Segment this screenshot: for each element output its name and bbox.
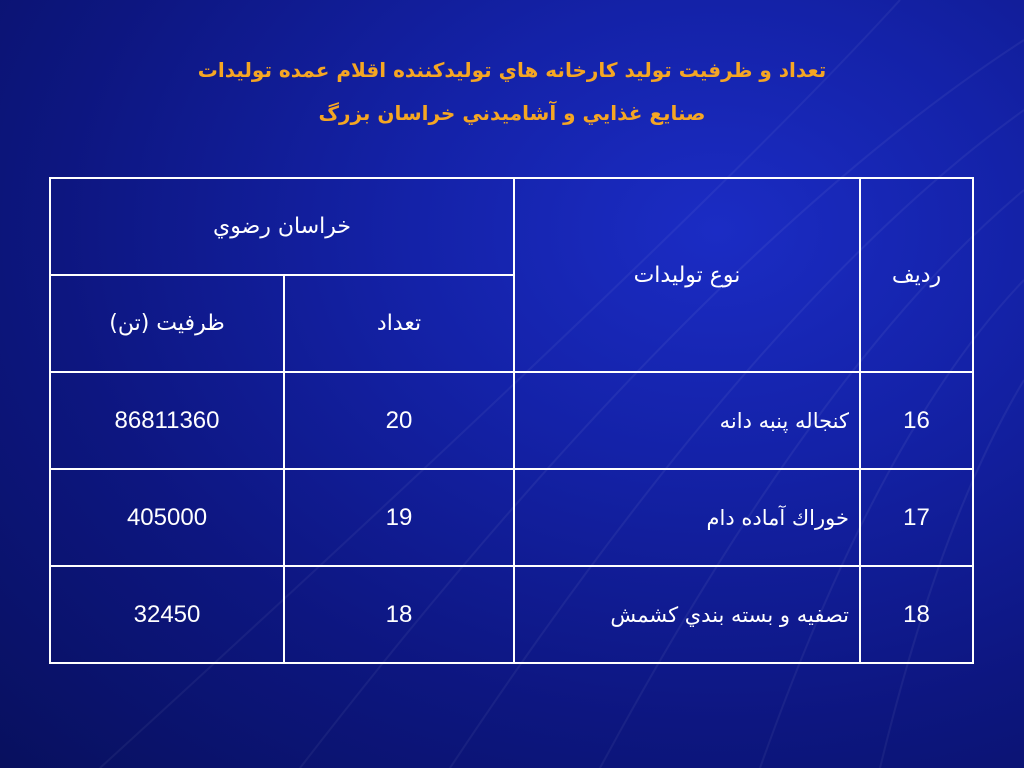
- header-product-type: نوع توليدات: [514, 178, 860, 372]
- header-capacity: ظرفيت (تن): [50, 275, 284, 372]
- slide-title-line-2: صنايع غذايي و آشاميدني خراسان بزرگ: [318, 101, 706, 125]
- table-row: [50, 566, 973, 663]
- header-region: خراسان رضوي: [50, 178, 514, 275]
- table-row: [50, 469, 973, 566]
- capacity-cell: 32450: [50, 566, 284, 663]
- count-cell: 19: [284, 469, 514, 566]
- capacity-cell: 405000: [50, 469, 284, 566]
- slide-title-line-1: تعداد و ظرفيت توليد کارخانه هاي توليدکننده اقلام عمده توليدات: [197, 58, 827, 82]
- row-number-cell: 18: [860, 566, 973, 663]
- row-number-cell: 17: [860, 469, 973, 566]
- capacity-cell: 86811360: [50, 372, 284, 469]
- product-type-cell: خوراك آماده دام: [514, 469, 860, 566]
- product-type-cell: تصفيه و بسته بندي کشمش: [514, 566, 860, 663]
- count-cell: 18: [284, 566, 514, 663]
- header-count: تعداد: [284, 275, 514, 372]
- product-type-cell: کنجاله پنبه دانه: [514, 372, 860, 469]
- header-row-number: رديف: [860, 178, 973, 372]
- count-cell: 20: [284, 372, 514, 469]
- header-row-1: [50, 178, 973, 275]
- production-table: [49, 177, 974, 664]
- table-row: [50, 372, 973, 469]
- row-number-cell: 16: [860, 372, 973, 469]
